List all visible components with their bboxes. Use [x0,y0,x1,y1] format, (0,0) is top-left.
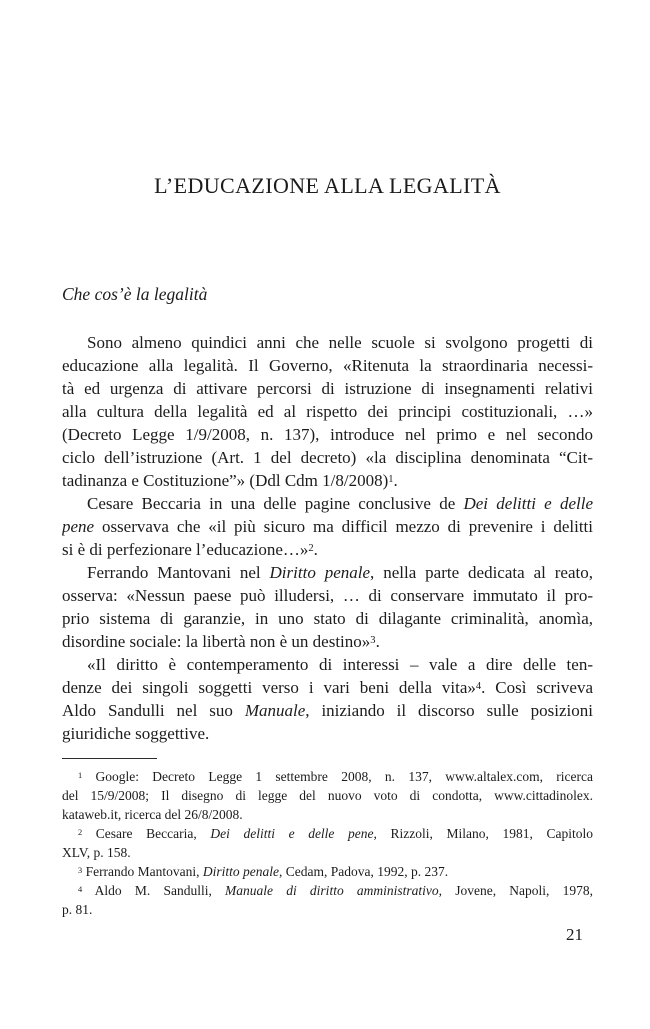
chapter-title: L’EDUCAZIONE ALLA LEGALITÀ [154,173,501,198]
footnote-2 [62,824,593,862]
footnote-ref: 4 [475,680,482,692]
text-line [62,824,593,843]
text-line [62,630,593,653]
text-line [62,469,593,492]
text-segment: tadinanza e Costituzione”» (Ddl Cdm 1/8/2008) [62,471,389,490]
footnote-ref: 2 [78,827,83,837]
footnotes [62,767,593,919]
text-segment: «Il diritto è contemperamento di interessi – vale a dire delle ten- [87,655,593,674]
text-segment: p. 81. [62,902,93,917]
text-line [62,607,593,630]
text-segment: disordine sociale: la libertà non è un destino» [62,632,371,651]
text-segment: Cesare Beccaria, [82,826,211,841]
italic-text: Manuale [244,701,306,720]
footnote-ref: 1 [388,473,394,485]
text-segment: Ferrando Mantovani nel [87,563,270,582]
text-line [62,653,593,676]
section-heading: Che cos’è la legalità [62,284,208,304]
footnote-3 [62,862,593,881]
footnote-1 [62,767,593,824]
text-segment: giuridiche soggettive. [62,724,210,743]
text-segment: Google: Decreto Legge 1 settembre 2008, n. 137, www.altalex.com, ricerca [82,769,593,784]
paragraph-2 [62,492,593,561]
text-line [62,767,593,786]
text-segment: Aldo M. Sandulli, [82,883,226,898]
text-segment: , Cedam, Padova, 1992, p. 237. [279,864,449,879]
text-line [62,515,593,538]
italic-text: Diritto penale [269,563,371,582]
text-segment: . Così scriveva [481,678,593,697]
text-line [62,584,593,607]
footnote-ref: 3 [78,865,83,875]
italic-text: Manuale di diritto amministrativo [225,883,439,898]
text-line [62,354,593,377]
text-line [62,492,593,515]
italic-text: pene [62,517,95,536]
footnote-4 [62,881,593,919]
text-line [62,538,593,561]
text-line [62,400,593,423]
text-segment: . [313,540,318,559]
text-line [62,561,593,584]
text-segment: tà ed urgenza di attivare percorsi di istruzione di insegnamenti relativi [62,379,593,398]
footnote-ref: 4 [78,884,83,894]
text-segment: ciclo dell’istruzione (Art. 1 del decreto) «la disciplina denominata “Cit- [62,448,593,467]
text-segment: , iniziando il discorso sulle posizioni [305,701,593,720]
text-segment: , nella parte dedicata al reato, [370,563,593,582]
text-segment: . [393,471,398,490]
text-segment: kataweb.it, ricerca del 26/8/2008. [62,807,243,822]
paragraph-4 [62,653,593,745]
text-segment: , Rizzoli, Milano, 1981, Capitolo [373,826,593,841]
text-segment: , Jovene, Napoli, 1978, [438,883,593,898]
text-line [62,843,593,862]
text-line [62,881,593,900]
text-segment: Cesare Beccaria in una delle pagine conclusive de [87,494,464,513]
paragraph-1 [62,331,593,492]
text-segment: XLV, p. 158. [62,845,131,860]
italic-text: Dei delitti e delle [463,494,593,513]
text-line [62,331,593,354]
page-number: 21 [566,925,583,944]
text-line [62,900,593,919]
text-segment: (Decreto Legge 1/9/2008, n. 137), introduce nel primo e nel secondo [62,425,593,444]
footnote-separator [62,758,157,759]
text-segment: prio sistema di garanzie, in uno stato di dilagante criminalità, anomìa, [62,609,593,628]
text-line [62,446,593,469]
text-line [62,722,593,745]
text-segment: denze dei singoli soggetti verso i vari beni della vita» [62,678,476,697]
text-segment: si è di perfezionare l’educazione…» [62,540,309,559]
text-line [62,423,593,446]
text-line [62,786,593,805]
footnote-ref: 3 [370,634,376,646]
text-segment: Aldo Sandulli nel suo [62,701,245,720]
text-line [62,377,593,400]
text-segment: alla cultura della legalità ed al rispetto dei principi costituzionali, …» [62,402,593,421]
body-text [62,331,593,745]
italic-text: Diritto penale [202,864,280,879]
text-segment: . [375,632,380,651]
text-segment: educazione alla legalità. Il Governo, «Ritenuta la straordinaria necessi- [62,356,593,375]
footnote-ref: 1 [78,770,83,780]
paragraph-3 [62,561,593,653]
italic-text: Dei delitti e delle pene [210,826,374,841]
text-segment: del 15/9/2008; Il disegno di legge del nuovo voto di condotta, www.cittadinolex. [62,788,593,803]
text-segment: osservava che «il più sicuro ma difficil mezzo di prevenire i delitti [94,517,593,536]
text-line [62,862,593,881]
text-segment: osserva: «Nessun paese può illudersi, … di conservare immutato il pro- [62,586,593,605]
text-segment: Ferrando Mantovani, [82,864,203,879]
text-line [62,699,593,722]
text-line [62,805,593,824]
text-line [62,676,593,699]
footnote-ref: 2 [308,542,314,554]
text-segment: Sono almeno quindici anni che nelle scuole si svolgono progetti di [87,333,593,352]
